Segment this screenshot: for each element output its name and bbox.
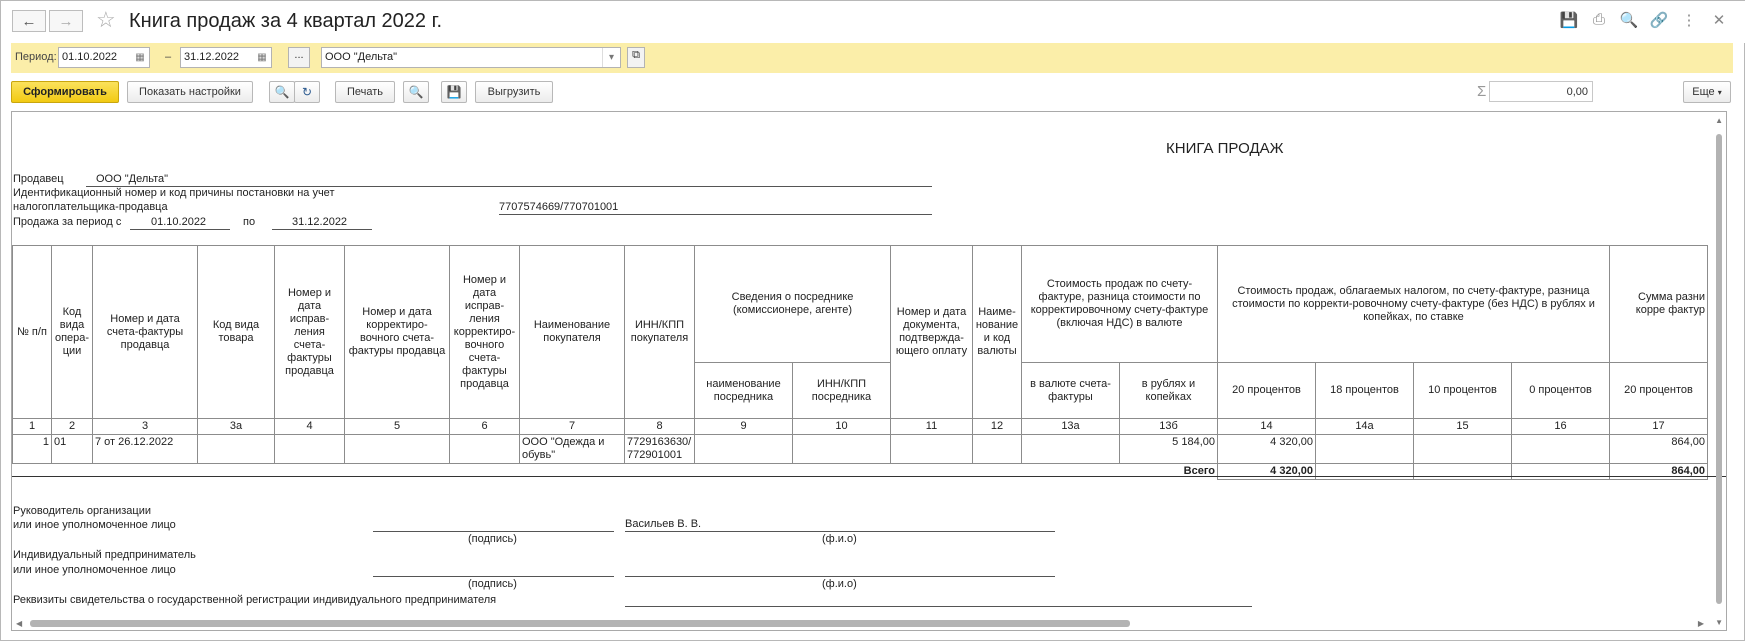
inn-value: 7707574669/770701001 <box>499 201 619 213</box>
period-to-value: 31.12.2022 <box>184 51 240 63</box>
hdr-c9-10: Сведения о посреднике (комиссионере, агенте) <box>695 246 891 363</box>
seller-value: ООО "Дельта" <box>96 173 169 185</box>
scroll-down-icon[interactable]: ▼ <box>1715 618 1723 627</box>
row-op-code: 01 <box>52 435 93 464</box>
colnum: 13б <box>1120 419 1218 435</box>
close-icon[interactable]: ✕ <box>1712 12 1726 29</box>
back-button[interactable] <box>12 10 46 32</box>
hdr-c11: Номер и дата документа, подтвержда-ющего оплату <box>891 246 973 419</box>
empty-cell <box>695 435 793 464</box>
toolbar <box>11 79 1733 105</box>
inn-underline <box>499 214 932 215</box>
empty-cell <box>1512 464 1610 480</box>
colnum: 3 <box>93 419 198 435</box>
empty-cell <box>345 435 450 464</box>
total-row <box>13 464 1708 480</box>
hdr-c17: 20 процентов <box>1610 363 1708 419</box>
vertical-scrollbar[interactable] <box>1716 134 1722 604</box>
row-buyer-inn: 7729163630/ 772901001 <box>625 435 695 464</box>
signer2-title-2: или иное уполномоченное лицо <box>13 564 176 576</box>
window-title: Книга продаж за 4 квартал 2022 г. <box>129 10 442 32</box>
period-to-field[interactable] <box>180 47 272 68</box>
open-icon: ⧉ <box>632 49 640 61</box>
save-button[interactable] <box>441 81 467 103</box>
header-row-1 <box>13 246 1708 363</box>
sum-field[interactable]: 0,00 <box>1489 81 1593 102</box>
period-label: Продажа за период с <box>13 216 122 228</box>
hdr-c3: Номер и дата счета-фактуры продавца <box>93 246 198 419</box>
chevron-down-icon: ▾ <box>1717 87 1722 97</box>
seller-label: Продавец <box>13 173 64 185</box>
find-button[interactable] <box>269 81 295 103</box>
period-dash: – <box>165 51 172 63</box>
preview-icon[interactable]: 🔍 <box>1619 12 1639 29</box>
find-next-button[interactable] <box>294 81 320 103</box>
hdr-c12: Наиме-нование и код валюты <box>973 246 1022 419</box>
signer1-title-2: или иное уполномоченное лицо <box>13 519 176 531</box>
period-bar <box>11 43 1733 73</box>
generate-button[interactable]: Сформировать <box>11 81 119 103</box>
empty-cell <box>450 435 520 464</box>
fio2-line <box>625 576 1055 577</box>
colnum: 17 <box>1610 419 1708 435</box>
print-preview-icon: 🔍 <box>408 85 424 99</box>
colnum: 13а <box>1022 419 1120 435</box>
hdr-c14-16: Стоимость продаж, облагаемых налогом, по счету-фактуре, разница стоимости по корректи-ровочному счету-фактуре (без НДС) в рублях и копейках, по ставке <box>1218 246 1610 363</box>
empty-cell <box>198 435 275 464</box>
print-button[interactable]: Печать <box>335 81 395 103</box>
sig1-line <box>373 531 614 532</box>
more-vertical-icon[interactable]: ⋮ <box>1681 12 1697 29</box>
search-next-icon: ↻ <box>301 85 313 99</box>
empty-cell <box>275 435 345 464</box>
scroll-right-icon[interactable]: ▶ <box>1697 619 1704 628</box>
hdr-c8: ИНН/КПП покупателя <box>625 246 695 419</box>
total-underline <box>12 476 1727 477</box>
hdr-c16: 0 процентов <box>1512 363 1610 419</box>
colnum: 14 <box>1218 419 1316 435</box>
period-from-underline <box>130 229 230 230</box>
empty-cell <box>891 435 973 464</box>
hdr-c14: 20 процентов <box>1218 363 1316 419</box>
link-icon[interactable]: 🔗 <box>1649 12 1669 29</box>
empty-cell <box>1414 435 1512 464</box>
ip-registration-line <box>625 606 1252 607</box>
more-button[interactable] <box>1683 81 1731 103</box>
hdr-c6: Номер и дата исправ-ления корректиро-вочного счета-фактуры продавца <box>450 246 520 419</box>
colnum: 12 <box>973 419 1022 435</box>
colnum: 10 <box>793 419 891 435</box>
hdr-c13: Стоимость продаж по счету-фактуре, разница стоимости по корректировочному счету-фактуре (включая НДС) в валюте <box>1022 246 1218 363</box>
sales-book-table <box>12 245 1708 480</box>
empty-cell <box>1316 464 1414 480</box>
hdr-c7: Наименование покупателя <box>520 246 625 419</box>
save-icon: 💾 <box>446 85 462 99</box>
hdr-c13a: в валюте счета-фактуры <box>1022 363 1120 419</box>
colnum: 3а <box>198 419 275 435</box>
period-to-label: по <box>243 216 256 228</box>
organization-field[interactable] <box>321 47 621 68</box>
empty-cell <box>1316 435 1414 464</box>
column-numbers-row <box>13 419 1708 435</box>
scroll-left-icon[interactable]: ◀ <box>16 619 23 628</box>
row-buyer: ООО "Одежда и обувь" <box>520 435 625 464</box>
colnum: 2 <box>52 419 93 435</box>
calendar-icon[interactable]: ▦ <box>257 52 267 63</box>
hdr-c9: наименование посредника <box>695 363 793 419</box>
table-row[interactable] <box>13 435 1708 464</box>
horizontal-scrollbar[interactable] <box>30 620 1130 627</box>
hdr-c17-top: Сумма разни корре фактур <box>1610 246 1708 363</box>
sig1-caption: (подпись) <box>468 533 517 545</box>
calendar-icon[interactable]: ▦ <box>135 52 145 63</box>
colnum: 14а <box>1316 419 1414 435</box>
colnum: 4 <box>275 419 345 435</box>
hdr-c2: Код вида опера-ции <box>52 246 93 419</box>
colnum: 5 <box>345 419 450 435</box>
period-from: 01.10.2022 <box>151 216 207 228</box>
empty-cell <box>793 435 891 464</box>
hdr-c10: ИНН/КПП посредника <box>793 363 891 419</box>
period-from-field[interactable] <box>58 47 150 68</box>
fio2-caption: (ф.и.о) <box>822 578 857 590</box>
colnum: 9 <box>695 419 793 435</box>
hdr-c5: Номер и дата корректиро-вочного счета-фактуры продавца <box>345 246 450 419</box>
fio1-caption: (ф.и.о) <box>822 533 857 545</box>
title-actions <box>1554 11 1734 29</box>
hdr-c4: Номер и дата исправ-ления счета-фактуры продавца <box>275 246 345 419</box>
show-settings-button[interactable]: Показать настройки <box>127 81 253 103</box>
scroll-up-icon[interactable]: ▲ <box>1715 116 1723 125</box>
colnum: 6 <box>450 419 520 435</box>
inn-label-2: налогоплательщика-продавца <box>13 201 168 213</box>
save-icon[interactable]: 💾 <box>1559 12 1579 29</box>
hdr-c14a: 18 процентов <box>1316 363 1414 419</box>
open-organization-button[interactable] <box>627 47 645 68</box>
total-label: Всего <box>13 464 1218 480</box>
ip-registration-label: Реквизиты свидетельства о государственной регистрации индивидуального предпринимателя <box>13 594 497 606</box>
total-vat-20: 864,00 <box>1610 464 1708 480</box>
empty-cell <box>1022 435 1120 464</box>
period-to: 31.12.2022 <box>292 216 348 228</box>
search-icon: 🔍 <box>274 85 290 99</box>
period-label: Период: <box>15 51 57 63</box>
report-title: КНИГА ПРОДАЖ <box>1166 140 1284 157</box>
colnum: 15 <box>1414 419 1512 435</box>
sig2-caption: (подпись) <box>468 578 517 590</box>
signer2-title-1: Индивидуальный предприниматель <box>13 549 196 561</box>
arrow-right-icon: → <box>58 12 74 30</box>
colnum: 8 <box>625 419 695 435</box>
signer1-title-1: Руководитель организации <box>13 505 152 517</box>
organization-value: ООО "Дельта" <box>325 51 398 63</box>
favorite-star-icon[interactable]: ☆ <box>96 7 116 32</box>
forward-button[interactable] <box>49 10 83 32</box>
row-invoice: 7 от 26.12.2022 <box>93 435 198 464</box>
period-to-underline <box>272 229 372 230</box>
inn-label-1: Идентификационный номер и код причины постановки на учет <box>13 187 335 199</box>
preview-button[interactable] <box>403 81 429 103</box>
report-sheet[interactable] <box>11 111 1727 631</box>
hdr-c13b: в рублях и копейках <box>1120 363 1218 419</box>
colnum: 11 <box>891 419 973 435</box>
colnum: 7 <box>520 419 625 435</box>
fio1-line <box>625 531 1055 532</box>
row-rub: 5 184,00 <box>1120 435 1218 464</box>
empty-cell <box>1414 464 1512 480</box>
period-select-button[interactable]: ... <box>288 47 310 68</box>
title-bar <box>1 1 1745 43</box>
arrow-left-icon: ← <box>21 12 37 30</box>
export-button[interactable]: Выгрузить <box>475 81 553 103</box>
empty-cell <box>1512 435 1610 464</box>
hdr-c3a: Код вида товара <box>198 246 275 419</box>
sum-icon: Σ <box>1477 83 1487 100</box>
period-from-value: 01.10.2022 <box>62 51 118 63</box>
hdr-c1: № п/п <box>13 246 52 419</box>
dropdown-arrow-icon[interactable]: ▾ <box>602 48 620 67</box>
row-number: 1 <box>13 435 52 464</box>
empty-cell <box>973 435 1022 464</box>
more-label: Еще <box>1692 86 1715 98</box>
colnum: 16 <box>1512 419 1610 435</box>
print-icon[interactable]: ⎙ <box>1592 11 1605 28</box>
row-value-20: 4 320,00 <box>1218 435 1316 464</box>
colnum: 1 <box>13 419 52 435</box>
signer1-name: Васильев В. В. <box>625 518 702 530</box>
sig2-line <box>373 576 614 577</box>
total-value-20: 4 320,00 <box>1218 464 1316 480</box>
hdr-c15: 10 процентов <box>1414 363 1512 419</box>
row-vat-20: 864,00 <box>1610 435 1708 464</box>
